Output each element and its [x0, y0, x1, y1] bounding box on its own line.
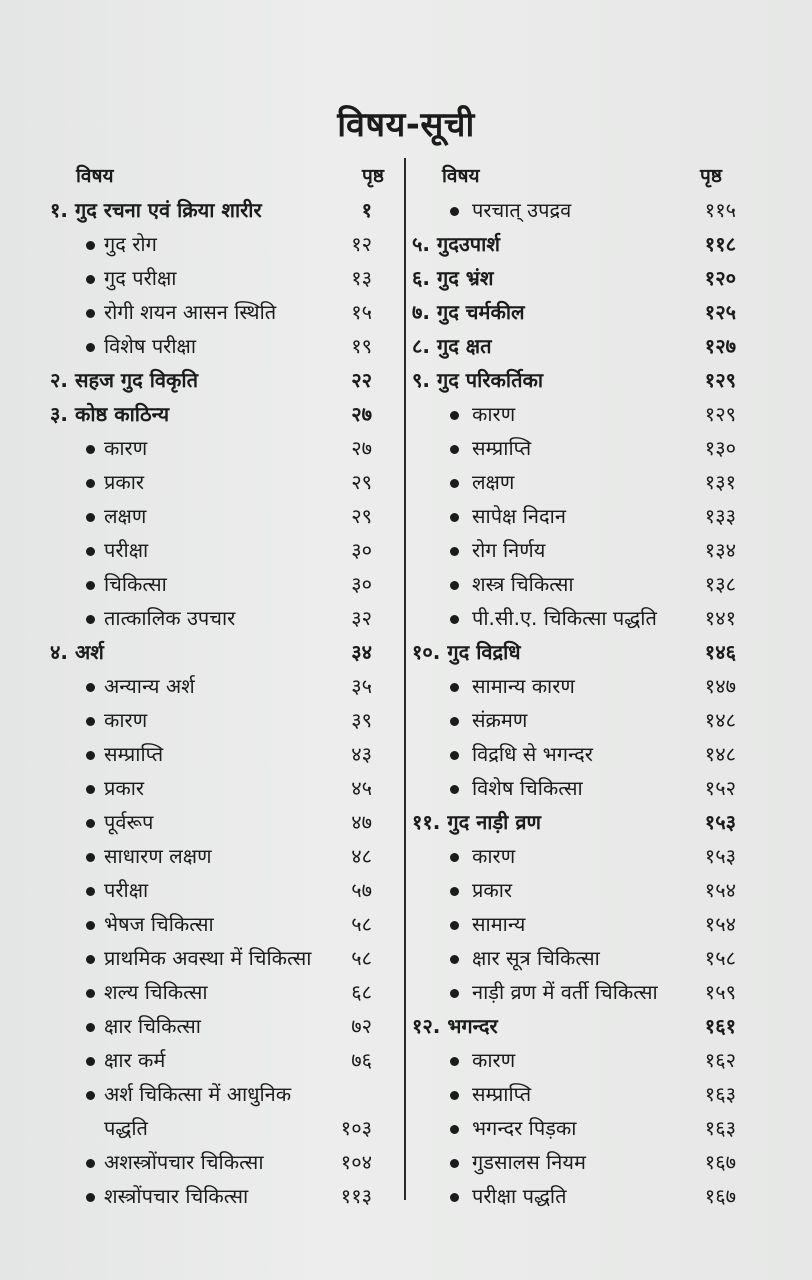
toc-page-number: १०३ [340, 1116, 372, 1140]
toc-page-number: १५३ [704, 810, 736, 834]
toc-page-number: १४१ [704, 606, 736, 630]
toc-entry-title: अर्श चिकित्सा में आधुनिक [104, 1082, 292, 1106]
subject-header: विषय [76, 165, 114, 187]
toc-entry-title: गुद रोग [104, 232, 157, 256]
page-header: पृष्ठ [362, 165, 384, 187]
toc-entry-row [40, 838, 388, 872]
bullet-icon [86, 921, 95, 930]
toc-entry-title: विशेष परीक्षा [104, 334, 197, 358]
toc-entry-title: ३. कोष्ठ काठिन्य [50, 402, 170, 426]
toc-page-number: १२९ [704, 368, 736, 392]
toc-entry-title: ६. गुद भ्रंश [412, 266, 494, 290]
toc-entry-row [40, 770, 388, 804]
toc-entry-row [412, 600, 736, 634]
toc-entry-title: ९. गुद परिकर्तिका [412, 368, 544, 392]
toc-entry-row [40, 1144, 388, 1178]
toc-entry-title: ४. अर्श [50, 640, 104, 664]
toc-entry-title: कारण [472, 402, 516, 426]
toc-page-number: ५८ [351, 946, 372, 970]
toc-entry-row [40, 974, 388, 1008]
toc-entry-title: सम्प्राप्ति [472, 1082, 532, 1106]
toc-page-number: ७६ [351, 1048, 372, 1072]
bullet-icon [450, 581, 459, 590]
toc-page-number: १५२ [704, 776, 736, 800]
toc-entry-title: १०. गुद विद्रधि [412, 640, 521, 664]
toc-page-number: १६१ [704, 1014, 736, 1038]
toc-entry-title: संक्रमण [472, 708, 528, 732]
bullet-icon [450, 513, 459, 522]
bullet-icon [86, 751, 95, 760]
toc-left-header [40, 158, 388, 192]
toc-entry-title: कारण [104, 708, 148, 732]
toc-entry-title: शस्त्रोंपचार चिकित्सा [104, 1184, 249, 1208]
toc-page-number: १३४ [704, 538, 736, 562]
toc-entry-row [40, 294, 388, 328]
toc-entry-title: परीक्षा [104, 878, 149, 902]
toc-entry-row [412, 1178, 736, 1212]
toc-page-number: ५७ [351, 878, 372, 902]
toc-entry-title: भेषज चिकित्सा [104, 912, 214, 936]
toc-entry-title: १२. भगन्दर [412, 1014, 498, 1038]
toc-page-number: १ [361, 198, 372, 222]
toc-entry-title: गुडसालस नियम [472, 1150, 586, 1174]
toc-entry-title: १. गुद रचना एवं क्रिया शारीर [50, 198, 262, 222]
toc-entry-row [40, 532, 388, 566]
toc-entry-title: क्षार सूत्र चिकित्सा [472, 946, 600, 970]
toc-entry-title: सम्प्राप्ति [472, 436, 532, 460]
toc-entry-title: ११. गुद नाड़ी व्रण [412, 810, 541, 834]
toc-entry-row [412, 736, 736, 770]
toc-page-number: १२५ [704, 300, 736, 324]
toc-page-number: १३० [704, 436, 736, 460]
toc-page-number: ४३ [351, 742, 372, 766]
toc-entry-title: लक्षण [472, 470, 515, 494]
toc-page-number: ७२ [351, 1014, 372, 1038]
toc-page-number: ११८ [704, 232, 736, 256]
toc-entry-title: पी.सी.ए. चिकित्सा पद्धति [472, 606, 657, 630]
toc-chapter-row [412, 804, 736, 838]
toc-page-number: १६३ [704, 1116, 736, 1140]
toc-entry-title: चिकित्सा [104, 572, 167, 596]
toc-page-number: १४७ [704, 674, 736, 698]
toc-entry-row [412, 1144, 736, 1178]
bullet-icon [86, 955, 95, 964]
bullet-icon [86, 1193, 95, 1202]
toc-entry-row [412, 906, 736, 940]
toc-page-number: १३८ [704, 572, 736, 596]
toc-left-column [40, 158, 388, 1212]
bullet-icon [86, 343, 95, 352]
bullet-icon [86, 717, 95, 726]
toc-entry-row [40, 566, 388, 600]
bullet-icon [450, 1159, 459, 1168]
toc-page-number: १६७ [704, 1184, 736, 1208]
toc-entry-title: ७. गुद चर्मकील [412, 300, 525, 324]
toc-entry-title: नाड़ी व्रण में वर्ती चिकित्सा [472, 980, 658, 1004]
bullet-icon [450, 1125, 459, 1134]
toc-entry-title: परीक्षा पद्धति [472, 1184, 567, 1208]
toc-entry-title: साधारण लक्षण [104, 844, 212, 868]
toc-entry-title: लक्षण [104, 504, 147, 528]
toc-entry-title: ८. गुद क्षत [412, 334, 492, 358]
toc-entry-row [412, 498, 736, 532]
toc-entry-row [40, 702, 388, 736]
bullet-icon [86, 1057, 95, 1066]
toc-left-rows [40, 192, 388, 1212]
toc-chapter-row [412, 328, 736, 362]
toc-page-number: १२० [704, 266, 736, 290]
toc-entry-title: रोगी शयन आसन स्थिति [104, 300, 277, 324]
toc-entry-title: भगन्दर पिड़का [472, 1116, 577, 1140]
toc-page-number: २७ [351, 402, 372, 426]
toc-entry-title: रोग निर्णय [472, 538, 546, 562]
toc-entry-title: अन्यान्य अर्श [104, 674, 195, 698]
toc-entry-row [40, 872, 388, 906]
toc-chapter-row [40, 396, 388, 430]
bullet-icon [86, 1091, 95, 1100]
toc-page-number: ३५ [351, 674, 372, 698]
bullet-icon [450, 615, 459, 624]
bullet-icon [450, 989, 459, 998]
bullet-icon [86, 785, 95, 794]
toc-entry-row [40, 1110, 388, 1144]
bullet-icon [86, 513, 95, 522]
toc-entry-row [40, 940, 388, 974]
toc-entry-row [40, 906, 388, 940]
toc-page-number: २७ [351, 436, 372, 460]
bullet-icon [450, 411, 459, 420]
toc-entry-row [412, 532, 736, 566]
toc-entry-title: सापेक्ष निदान [472, 504, 566, 528]
toc-page-number: ६८ [351, 980, 372, 1004]
toc-page-number: ३० [351, 538, 372, 562]
toc-entry-row [412, 430, 736, 464]
toc-entry-row [40, 328, 388, 362]
toc-chapter-row [412, 634, 736, 668]
toc-chapter-row [40, 634, 388, 668]
bullet-icon [86, 309, 95, 318]
toc-entry-title: सामान्य [472, 912, 526, 936]
toc-entry-title: परचात् उपद्रव [472, 198, 572, 222]
bullet-icon [450, 1057, 459, 1066]
toc-page-number: १२ [351, 232, 372, 256]
toc-page-number: १९ [351, 334, 372, 358]
bullet-icon [86, 241, 95, 250]
toc-entry-row [40, 804, 388, 838]
toc-page-number: ३९ [351, 708, 372, 732]
toc-page-number: १६३ [704, 1082, 736, 1106]
toc-entry-row [412, 872, 736, 906]
page-title: विषय-सूची [337, 105, 475, 145]
toc-entry-row [412, 464, 736, 498]
toc-right-rows [412, 192, 736, 1212]
column-divider [404, 158, 406, 1200]
toc-page-number: २९ [351, 504, 372, 528]
toc-page-number: ३४ [351, 640, 372, 664]
toc-entry-row [412, 396, 736, 430]
bullet-icon [450, 445, 459, 454]
toc-page-number: १५८ [704, 946, 736, 970]
toc-entry-row [412, 770, 736, 804]
toc-entry-title: क्षार चिकित्सा [104, 1014, 201, 1038]
toc-entry-row [40, 1076, 388, 1110]
toc-entry-title: शस्त्र चिकित्सा [472, 572, 574, 596]
toc-page-number: १५४ [704, 878, 736, 902]
toc-entry-row [40, 1042, 388, 1076]
toc-right-column [412, 158, 736, 1212]
toc-page-number: १३३ [704, 504, 736, 528]
toc-entry-row [40, 226, 388, 260]
toc-page-number: १५३ [704, 844, 736, 868]
toc-entry-title: सामान्य कारण [472, 674, 575, 698]
toc-entry-title: प्रकार [472, 878, 513, 902]
bullet-icon [450, 717, 459, 726]
bullet-icon [450, 547, 459, 556]
toc-entry-title: पद्धति [104, 1116, 148, 1140]
toc-page-number: १२७ [704, 334, 736, 358]
toc-entry-title: प्राथमिक अवस्था में चिकित्सा [104, 946, 312, 970]
toc-entry-row [412, 1042, 736, 1076]
toc-page-number: ३२ [351, 606, 372, 630]
toc-page-number: १५ [351, 300, 372, 324]
toc-page-number: २२ [351, 368, 372, 392]
toc-entry-title: प्रकार [104, 776, 145, 800]
toc-entry-title: ५. गुदउपार्श [412, 232, 500, 256]
toc-entry-row [412, 702, 736, 736]
toc-entry-title: पूर्वरूप [104, 810, 154, 834]
toc-entry-title: अशस्त्रोंपचार चिकित्सा [104, 1150, 264, 1174]
bullet-icon [450, 479, 459, 488]
bullet-icon [86, 683, 95, 692]
toc-entry-row [412, 668, 736, 702]
toc-page-number: १५९ [704, 980, 736, 1004]
bullet-icon [86, 275, 95, 284]
toc-entry-row [40, 668, 388, 702]
bullet-icon [450, 683, 459, 692]
toc-entry-row [412, 1076, 736, 1110]
toc-page-number: १३ [351, 266, 372, 290]
toc-page-number: २९ [351, 470, 372, 494]
bullet-icon [86, 479, 95, 488]
toc-page-number: ५८ [351, 912, 372, 936]
toc-page-number: १४८ [704, 708, 736, 732]
toc-chapter-row [412, 1008, 736, 1042]
toc-page-number: १६७ [704, 1150, 736, 1174]
toc-entry-row [412, 566, 736, 600]
toc-chapter-row [40, 192, 388, 226]
toc-entry-title: प्रकार [104, 470, 145, 494]
toc-entry-title: गुद परीक्षा [104, 266, 177, 290]
toc-entry-title: कारण [472, 844, 516, 868]
bullet-icon [450, 1193, 459, 1202]
toc-entry-title: तात्कालिक उपचार [104, 606, 236, 630]
bullet-icon [450, 921, 459, 930]
toc-page-number: १४६ [704, 640, 736, 664]
toc-page-number: १५४ [704, 912, 736, 936]
bullet-icon [450, 955, 459, 964]
toc-chapter-row [40, 362, 388, 396]
toc-entry-row [40, 1008, 388, 1042]
bullet-icon [86, 445, 95, 454]
toc-entry-row [40, 600, 388, 634]
page-header: पृष्ठ [700, 165, 722, 187]
bullet-icon [86, 547, 95, 556]
toc-page-number: १४८ [704, 742, 736, 766]
toc-entry-row [40, 1178, 388, 1212]
bullet-icon [86, 615, 95, 624]
toc-entry-row [40, 430, 388, 464]
toc-chapter-row [412, 226, 736, 260]
toc-chapter-row [412, 294, 736, 328]
toc-chapter-row [412, 362, 736, 396]
toc-entry-title: शल्य चिकित्सा [104, 980, 208, 1004]
bullet-icon [450, 853, 459, 862]
toc-page-number: ४५ [351, 776, 372, 800]
toc-page-number: ४७ [351, 810, 372, 834]
bullet-icon [450, 1091, 459, 1100]
toc-page-number: १३१ [704, 470, 736, 494]
toc-entry-row [412, 974, 736, 1008]
bullet-icon [450, 207, 459, 216]
bullet-icon [86, 853, 95, 862]
bullet-icon [450, 785, 459, 794]
toc-entry-title: परीक्षा [104, 538, 149, 562]
toc-entry-title: विशेष चिकित्सा [472, 776, 583, 800]
toc-entry-title: क्षार कर्म [104, 1048, 166, 1072]
toc-page-number: ११५ [704, 198, 736, 222]
toc-page-number: ४८ [351, 844, 372, 868]
toc-chapter-row [412, 260, 736, 294]
toc-entry-row [40, 498, 388, 532]
bullet-icon [86, 989, 95, 998]
toc-page-number: १०४ [340, 1150, 372, 1174]
toc-entry-row [40, 464, 388, 498]
bullet-icon [86, 581, 95, 590]
bullet-icon [450, 887, 459, 896]
bullet-icon [86, 819, 95, 828]
bullet-icon [450, 751, 459, 760]
toc-page-number: ३० [351, 572, 372, 596]
bullet-icon [86, 1023, 95, 1032]
toc-page-number: ११३ [340, 1184, 372, 1208]
toc-entry-row [40, 260, 388, 294]
toc-entry-row [40, 736, 388, 770]
toc-entry-row [412, 940, 736, 974]
bullet-icon [86, 1159, 95, 1168]
toc-entry-title: २. सहज गुद विकृति [50, 368, 198, 392]
toc-page-number: १६२ [704, 1048, 736, 1072]
subject-header: विषय [442, 165, 480, 187]
toc-entry-title: सम्प्राप्ति [104, 742, 164, 766]
toc-page-number: १२९ [704, 402, 736, 426]
bullet-icon [86, 887, 95, 896]
toc-entry-row [412, 838, 736, 872]
toc-entry-title: विद्रधि से भगन्दर [472, 742, 593, 766]
toc-entry-row [412, 1110, 736, 1144]
toc-entry-row [412, 192, 736, 226]
toc-right-header [412, 158, 736, 192]
toc-entry-title: कारण [472, 1048, 516, 1072]
toc-entry-title: कारण [104, 436, 148, 460]
